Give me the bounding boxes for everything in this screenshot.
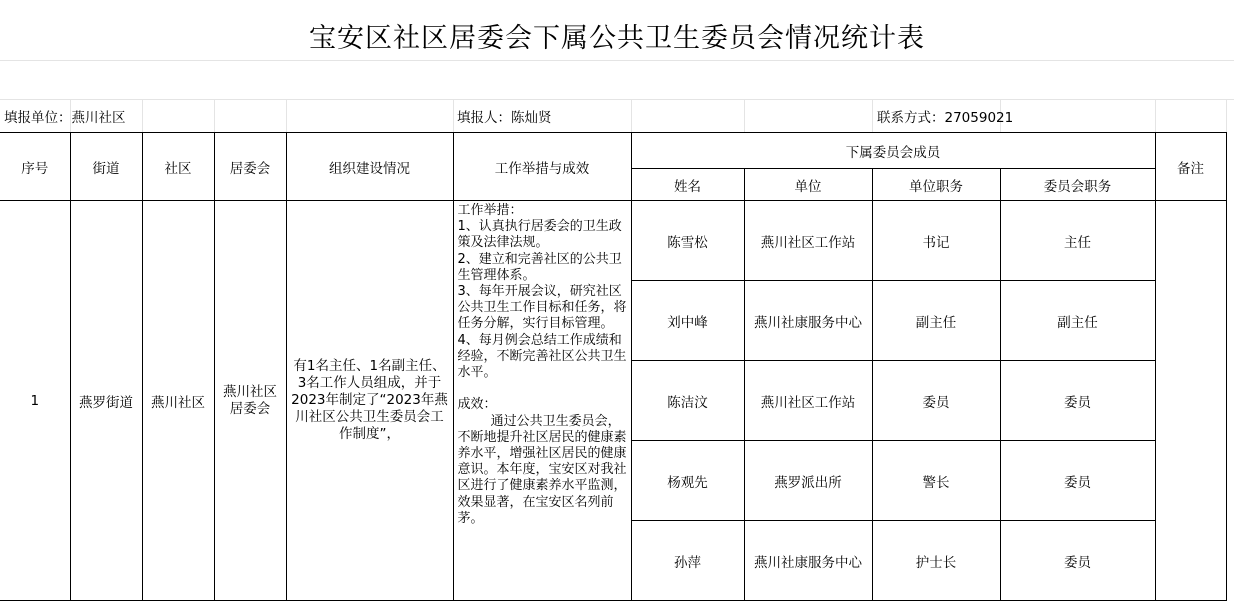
contact-info: 联系方式：27059021	[877, 110, 1014, 126]
header-row	[0, 133, 1226, 169]
member-unit: 燕罗派出所	[744, 441, 872, 521]
member-unit: 燕川社区工作站	[744, 361, 872, 441]
header-remarks: 备注	[1155, 133, 1226, 201]
grid-line	[1155, 99, 1156, 132]
member-committee-position: 副主任	[1000, 281, 1155, 361]
member-unit: 燕川社区工作站	[744, 201, 872, 281]
header-unit-position: 单位职务	[872, 169, 1000, 201]
grid-line	[214, 99, 215, 132]
member-committee-position: 委员	[1000, 521, 1155, 601]
member-name: 陈洁汶	[631, 361, 744, 441]
member-name: 杨观先	[631, 441, 744, 521]
grid-line	[142, 99, 143, 132]
cell-committee: 燕川社区居委会	[214, 201, 286, 601]
grid-line	[286, 99, 287, 132]
member-unit: 燕川社康服务中心	[744, 521, 872, 601]
header-index: 序号	[0, 133, 70, 201]
member-name: 陈雪松	[631, 201, 744, 281]
cell-organization: 有1名主任、1名副主任、3名工作人员组成，并于2023年制定了“2023年燕川社区公共卫生委员会工作制度”，	[286, 201, 453, 601]
member-unit: 燕川社康服务中心	[744, 281, 872, 361]
member-unit-position: 护士长	[872, 521, 1000, 601]
header-members-group: 下属委员会成员	[631, 133, 1155, 169]
cell-street: 燕罗街道	[70, 201, 142, 601]
grid-line	[0, 60, 1234, 61]
reporting-unit: 填报单位：燕川社区	[4, 110, 126, 126]
header-name: 姓名	[631, 169, 744, 201]
member-committee-position: 委员	[1000, 361, 1155, 441]
header-organization: 组织建设情况	[286, 133, 453, 201]
cell-measures: 工作举措： 1、认真执行居委会的卫生政策及法律法规。 2、建立和完善社区的公共卫生管理体系。 3、每年开展会议，研究社区公共卫生工作目标和任务，将任务分解，实行目标管理。 4、每月例会总结工作成绩和经验，不断完善社区公共卫生水平。 成效： 通过公共卫生委员会，不断地提升社区居民的健康素养水平，增强社区居民的健康意识。本年度，宝安区对我社区进行了健康素养水平监测，效果显著，在宝安区名列前茅。	[453, 201, 631, 601]
header-unit: 单位	[744, 169, 872, 201]
member-committee-position: 主任	[1000, 201, 1155, 281]
member-unit-position: 委员	[872, 361, 1000, 441]
cell-community: 燕川社区	[142, 201, 214, 601]
grid-line	[872, 99, 873, 132]
grid-line	[631, 99, 632, 132]
member-committee-position: 委员	[1000, 441, 1155, 521]
member-unit-position: 书记	[872, 201, 1000, 281]
header-community: 社区	[142, 133, 214, 201]
grid-line	[0, 99, 1234, 100]
member-unit-position: 警长	[872, 441, 1000, 521]
page-title: 宝安区社区居委会下属公共卫生委员会情况统计表	[309, 23, 925, 54]
grid-line	[1226, 99, 1227, 132]
table-row	[0, 201, 1226, 281]
member-name: 刘中峰	[631, 281, 744, 361]
cell-remarks	[1155, 201, 1226, 601]
statistics-table	[0, 132, 1227, 601]
grid-line	[453, 99, 454, 132]
header-committee-position: 委员会职务	[1000, 169, 1155, 201]
header-committee: 居委会	[214, 133, 286, 201]
member-unit-position: 副主任	[872, 281, 1000, 361]
member-name: 孙萍	[631, 521, 744, 601]
reporter: 填报人：陈灿贤	[457, 110, 552, 126]
header-measures: 工作举措与成效	[453, 133, 631, 201]
header-street: 街道	[70, 133, 142, 201]
cell-index: 1	[0, 201, 70, 601]
grid-line	[744, 99, 745, 132]
